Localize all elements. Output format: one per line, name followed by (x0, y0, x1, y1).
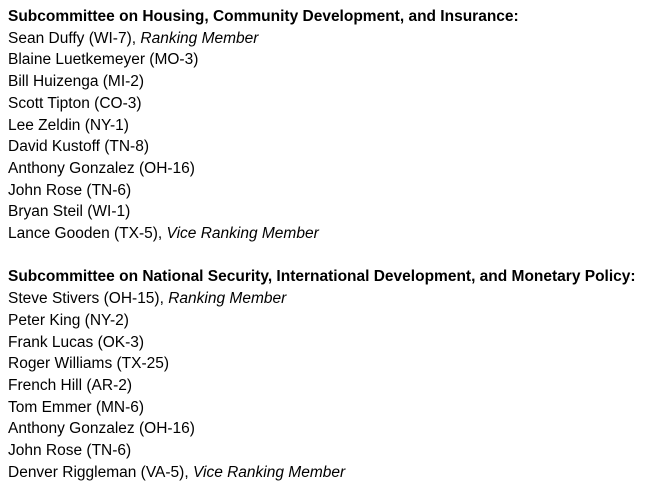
member-line: David Kustoff (TN-8) (8, 138, 149, 156)
member-line (8, 28, 671, 50)
member-name: Lance Gooden (TX-5) (8, 225, 158, 243)
section-heading: Subcommittee on National Security, International Development, and Monetary Policy: (8, 268, 636, 286)
member-name: Sean Duffy (WI-7) (8, 29, 132, 47)
member-role: Ranking Member (140, 29, 259, 47)
member-line: Peter King (NY-2) (8, 311, 129, 329)
member-name: Steve Stivers (OH-15) (8, 290, 160, 308)
member-line (8, 462, 671, 484)
member-line: Anthony Gonzalez (OH-16) (8, 420, 195, 438)
member-separator: , (184, 463, 193, 481)
member-separator: , (131, 29, 141, 47)
subcommittee-housing-section (8, 6, 671, 245)
member-line: Tom Emmer (MN-6) (8, 398, 145, 416)
member-role: Vice Ranking Member (166, 225, 319, 243)
member-line: French Hill (AR-2) (8, 376, 133, 394)
member-line: John Rose (TN-6) (8, 181, 132, 199)
subcommittee-national-security-section (8, 266, 671, 483)
member-line: Scott Tipton (CO-3) (8, 94, 142, 112)
member-separator: , (157, 225, 167, 243)
member-line: Lee Zeldin (NY-1) (8, 116, 129, 134)
member-line: Frank Lucas (OK-3) (8, 333, 145, 351)
member-role: Vice Ranking Member (192, 463, 346, 481)
member-separator: , (159, 290, 169, 308)
member-line: Anthony Gonzalez (OH-16) (8, 159, 195, 177)
section-heading: Subcommittee on Housing, Community Development, and Insurance: (8, 8, 519, 25)
member-name: Denver Riggleman (VA-5) (8, 463, 185, 481)
member-line: Bill Huizenga (MI-2) (8, 73, 145, 91)
member-line: Roger Williams (TX-25) (8, 355, 170, 373)
member-line: John Rose (TN-6) (8, 442, 132, 460)
member-role: Ranking Member (168, 290, 287, 308)
member-line (8, 288, 671, 310)
member-line: Bryan Steil (WI-1) (8, 203, 131, 221)
member-line: Blaine Luetkemeyer (MO-3) (8, 51, 199, 69)
member-line (8, 223, 671, 245)
